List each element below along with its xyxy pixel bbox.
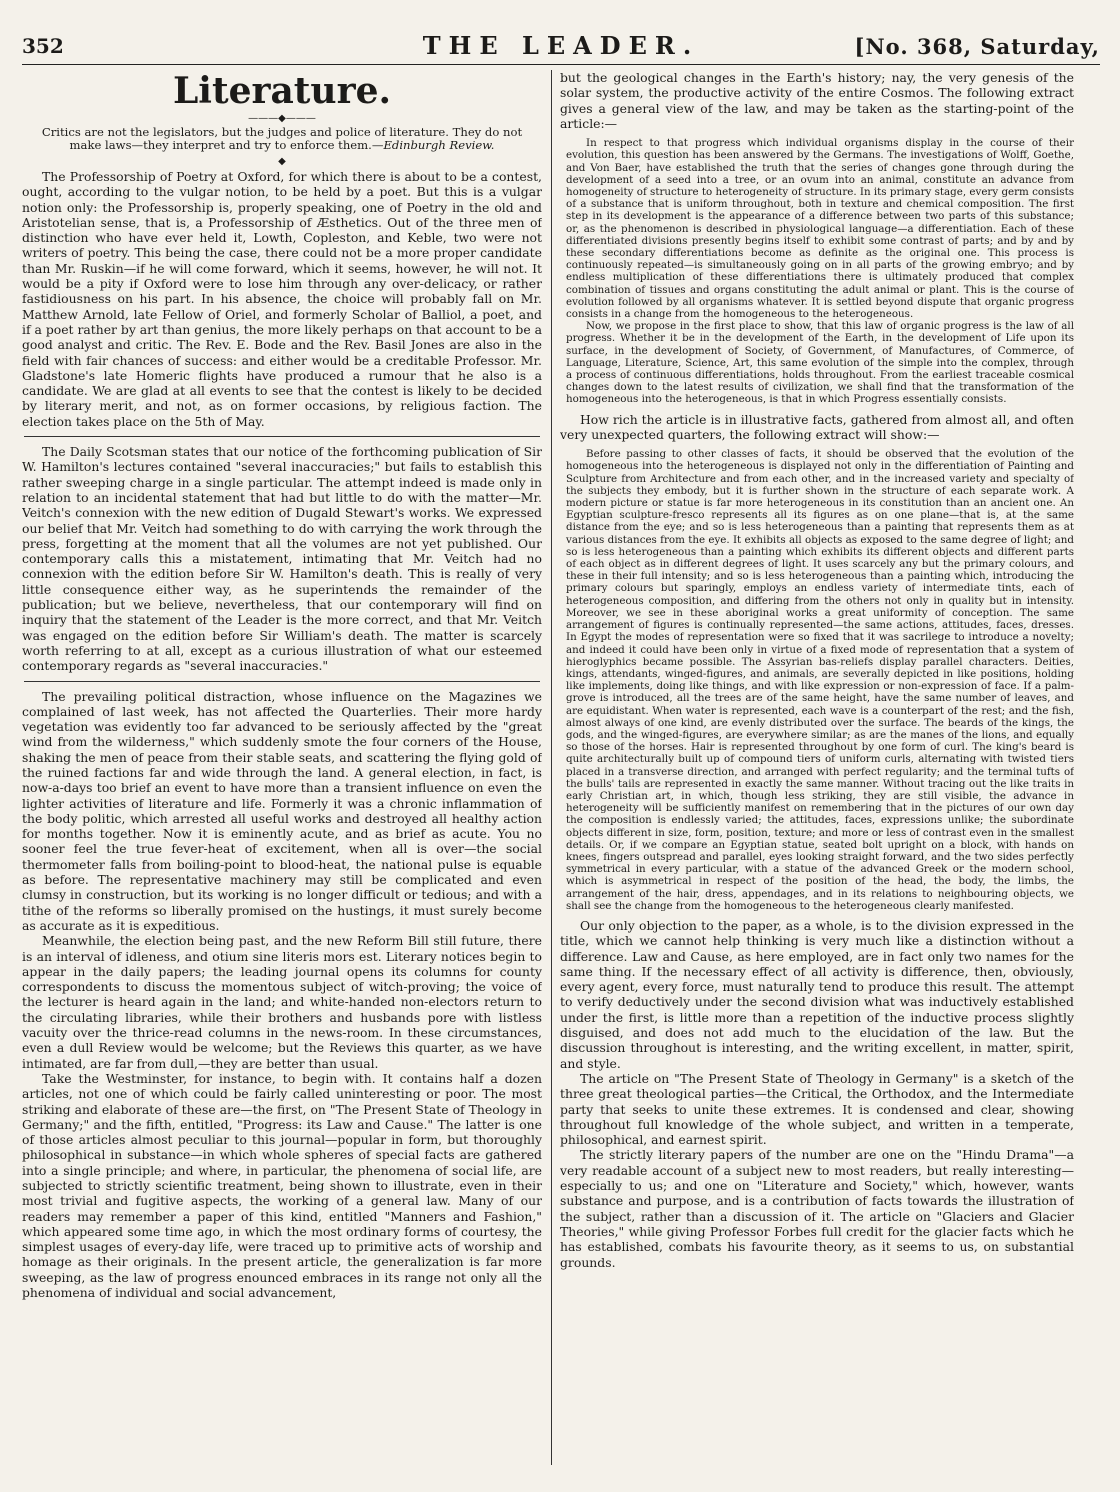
paragraph-oxford-professorship: The Professorship of Poetry at Oxford, for which there is about to be a contest, ought, according to the vulgar notion, to be held by a poet. But this is a vulgar notion only: the Professorship is, properly speaking, one of Poetry in the old and Aristotelian sense, that is, a Professorship of Æsthetics. Out of the three men of distinction who have ever held it, Lowth, Copleston, and Keble, two were not writers of poetry. This being the case, there could not be a more proper candidate than Mr. Ruskin—if he will come forward, which it seems, however, he will not. It would be a pity if Oxford were to lose him through any over-delicacy, or rather fastidiousness on his part. In his absence, the choice will probably fall on Mr. Matthew Arnold, late Fellow of Oriel, and formerly Scholar of Balliol, a poet, and if a poet rather by art than genius, the more likely perhaps on that account to be a good analyst and critic. The Rev. E. Bode and the Rev. Basil Jones are also in the field with fair chances of success: and either would be a creditable Professor. Mr. Gladstone's late Homeric flights have produced a rumour that he also is a candidate. We are glad at all events to see that the contest is likely to be decided by literary merit, and not, as on former occasions, by religious faction. The election takes place on the 5th of May. [22,169,542,429]
paragraph-literary-papers: The strictly literary papers of the number are one on the "Hindu Drama"—a very readable account of a subject new to most readers, but really interesting—especially to us; and one on "Literature and Society," which, however, wants substance and purpose, and is a contribution of facts towards the illustration of the subject, rather than a discussion of it. The article on "Glaciers and Glacier Theories," while giving Professor Forbes full credit for the glacier facts which he has established, combats his favourite theory, as it seems to us, on substantial grounds. [560,1147,1074,1270]
page-number: 352 [22,34,64,58]
right-column [560,70,1074,1470]
ornament-divider: ———◆——— [248,113,316,124]
ornament-divider-2: ◆ [278,156,286,167]
epigraph [30,126,534,152]
column-separator [24,436,540,437]
paragraph-theology-germany: The article on "The Present State of Theology in Germany" is a sketch of the three great theological parties—the Critical, the Orthodox, and the Intermediate party that seeks to unite these extremes. It is condensed and clear, showing throughout full knowledge of the whole subject, and written in a temperate, philosophical, and earnest spirit. [560,1070,1074,1148]
epigraph-source: Edinburgh Review. [383,138,495,152]
paragraph-continuation: but the geological changes in the Earth's history; nay, the very genesis of the solar system, the productive activity of the entire Cosmos. The following extract gives a general view of the law, and may be taken as the starting-point of the article:— [560,70,1074,131]
left-column [22,70,542,1470]
extract-art-heterogeneity: Before passing to other classes of facts, it should be observed that the evolution of the homogeneous into the heterogeneous is displayed not only in the differentiation of Painting and Sculpture from Architecture and from each other, and in the increased variety and specialty of the subjects they embody, but it is further shown in the structure of each separate work. A modern picture or statue is far more heterogeneous in its constitution than an ancient one. An Egyptian sculpture-fresco represents all its figures as on one plane—that is, at the same distance from the eye; and so is less heterogeneous than a painting that represents them as at various distances from the eye. It exhibits all objects as exposed to the same degree of light; and so is less heterogeneous than a painting which exhibits its different objects and different parts of each object as in different degrees of light. It uses scarcely any but the primary colours, and these in their full intensity; and so is less heterogeneous than a painting which, introducing the primary colours but sparingly, employs an endless variety of intermediate tints, each of heterogeneous composition, and differing from the others not only in quality but in intensity. Moreover, we see in these aboriginal works a great uniformity of conception. The same arrangement of figures is continually represented—the same actions, attitudes, faces, dresses. In Egypt the modes of representation were so fixed that it was sacrilege to introduce a novelty; and indeed it could have been only in virtue of a fixed mode of representation that a system of hieroglyphics became possible. The Assyrian bas-reliefs display parallel characters. Deities, kings, attendants, winged-figures, and animals, are severally depicted in like positions, holding like implements, doing like things, and with like expression or non-expression of face. If a palm-grove is introduced, all the trees are of the same height, have the same number of leaves, and are equidistant. When water is represented, each wave is a counterpart of the rest; and the fish, almost always of one kind, are evenly distributed over the surface. The beards of the kings, the gods, and the winged-figures, are everywhere similar; as are the manes of the lions, and equally so those of the horses. Hair is represented throughout by one form of curl. The king's beard is quite architecturally built up of compound tiers of uniform curls, alternating with twisted tiers placed in a transverse direction, and arranged with perfect regularity; and the terminal tufts of the bulls' tails are represented in exactly the same manner. Without tracing out the like traits in early Christian art, in which, though less striking, they are still visible, the advance in heterogeneity will be sufficiently manifest on remembering that in the pictures of our own day the composition is endlessly varied; the attitudes, faces, expressions unlike; the subordinate objects different in size, form, position, texture; and more or less of contrast even in the smallest details. Or, if we compare an Egyptian statue, seated bolt upright on a block, with hands on knees, fingers outspread and parallel, eyes looking straight forward, and the two sides perfectly symmetrical in every particular, with a statue of the advanced Greek or the modern school, which is asymmetrical in respect of the position of the head, the body, the limbs, the arrangement of the hair, dress, appendages, and in its relations to neighbouring objects, we shall see the change from the homogeneous to the heterogeneous clearly manifested. [566,448,1074,912]
paragraph-daily-scotsman: The Daily Scotsman states that our notice of the forthcoming publication of Sir W. Hamilton's lectures contained "several inaccuracies;" but fails to establish this rather sweeping charge in a single particular. The attempt indeed is made only in relation to an incidental statement that had but little to do with the matter—Mr. Veitch's connexion with the new edition of Dugald Stewart's works. We expressed our belief that Mr. Veitch had something to do with carrying the work through the press, forgetting at the moment that all the volumes are not yet published. Our contemporary calls this a mistatement, intimating that Mr. Veitch had no connexion with the edition before Sir W. Hamilton's death. This is really of very little consequence either way, as he superintends the remainder of the publication; but we believe, nevertheless, that our contemporary will find on inquiry that the statement of the Leader is the more correct, and that Mr. Veitch was engaged on the edition before Sir William's death. The matter is scarcely worth referring to at all, except as a curious illustration of what our esteemed contemporary regards as "several inaccuracies." [22,444,542,674]
epigraph-text: Critics are not the legislators, but the judges and police of literature. They do not make laws—they interpret and try to enforce them.— [41,125,523,152]
paragraph-westminster: Take the Westminster, for instance, to begin with. It contains half a dozen articles, not one of which could be fairly called uninteresting or poor. The most striking and elaborate of these are—the first, on "The Present State of Theology in Germany;" and the fifth, entitled, "Progress: its Law and Cause." The latter is one of those articles almost peculiar to this journal—popular in form, but thoroughly philosophical in substance—in which whole spheres of special facts are gathered into a single principle; and where, in particular, the phenomena of social life, are subjected to strictly scientific treatment, being shown to illustrate, even in their most trivial and fugitive aspects, the working of a general law. Many of our readers may remember a paper of this kind, entitled "Manners and Fashion," which appeared some time ago, in which the most ordinary forms of courtesy, the simplest usages of every-day life, were traced up to primitive acts of worship and homage as their originals. In the present article, the generalization is far more sweeping, as the law of progress enounced embraces in its range not only all the phenomena of individual and social advancement, [22,1070,542,1301]
extract-law-of-progress: Now, we propose in the first place to show, that this law of organic progress is the law of all progress. Whether it be in the development of the Earth, in the development of Life upon its surface, in the development of Society, of Government, of Manufactures, of Commerce, of Language, Literature, Science, Art, this same evolution of the simple into the complex, through a process of continuous differentiations, holds throughout. From the earliest traceable cosmical changes down to the latest results of civilization, we shall find that the transformation of the homogeneous into the heterogeneous, is that in which Progress essentially consists. [566,320,1074,406]
issue-label: [No. 368, Saturday, [854,34,1100,59]
column-rule [551,70,552,1465]
masthead: THE LEADER. [422,31,700,60]
paragraph-meanwhile: Meanwhile, the election being past, and the new Reform Bill still future, there is an interval of idleness, and otium sine literis mors est. Literary notices begin to appear in the daily papers; the leading journal opens its columns for county correspondents to discuss the momentous subject of witch-proving; the voice of the lecturer is heard again in the land; and white-handed non-electors return to the circulating libraries, while their brothers and husbands pore with listless vacuity over the thrice-read columns in the news-room. In these circumstances, even a dull Review would be welcome; but the Reviews this quarter, as we have intimated, are far from dull,—they are better than usual. [22,933,542,1071]
paragraph-objection: Our only objection to the paper, as a whole, is to the division expressed in the title, which we cannot help thinking is very much like a distinction without a difference. Law and Cause, as here employed, are in fact only two names for the same thing. If the necessary effect of all activity is difference, then, obviously, every agent, every force, must naturally tend to produce this result. The attempt to verify deductively under the second division what was inductively established under the first, is little more than a repetition of the inductive process slightly disguised, and does not add much to the elucidation of the law. But the discussion throughout is interesting, and the writing excellent, in matter, spirit, and style. [560,917,1074,1071]
paragraph-illustrative-facts: How rich the article is in illustrative facts, gathered from almost all, and often very unexpected quarters, the following extract will show:— [560,411,1074,442]
extract-organic-progress: In respect to that progress which individual organisms display in the course of their evolution, this question has been answered by the Germans. The investigations of Wolff, Goethe, and Von Baer, have established the truth that the series of changes gone through during the development of a seed into a tree, or an ovum into an animal, constitute an advance from homogeneity of structure to heterogeneity of structure. In its primary stage, every germ consists of a substance that is uniform throughout, both in texture and chemical composition. The first step in its development is the appearance of a difference between two parts of this substance; or, as the phenomenon is described in physiological language—a differentiation. Each of these differentiated divisions presently begins itself to exhibit some contrast of parts; and by and by these secondary differentiations become as definite as the original one. This process is continuously repeated—is simultaneously going on in all parts of the growing embryo; and by endless multiplication of these differentiations there is ultimately produced that complex combination of tissues and organs constituting the adult animal or plant. This is the course of evolution followed by all organisms whatever. It is settled beyond dispute that organic progress consists in a change from the homogeneous to the heterogeneous. [566,137,1074,321]
paragraph-political-distraction: The prevailing political distraction, whose influence on the Magazines we complained of last week, has not affected the Quarterlies. Their more hardy vegetation was evidently too far advanced to be seriously affected by the "great wind from the wilderness," which suddenly smote the four corners of the House, shaking the men of peace from their stable seats, and scattering the flying gold of the ruined factions far and wide through the land. A general election, in fact, is now-a-days too brief an event to have more than a transient influence on even the lighter activities of literature and life. Formerly it was a chronic inflammation of the body politic, which arrested all useful works and destroyed all healthy action for months together. Now it is eminently acute, and as brief as acute. You no sooner feel the true fever-heat of excitement, when all is over—the social thermometer falls from boiling-point to blood-heat, the national pulse is equable as before. The representative machinery may still be complicated and even clumsy in construction, but its working is no longer difficult or tedious; and with a tithe of the reforms so liberally promised on the hustings, it must surely become as accurate as it is expeditious. [22,688,542,933]
section-title: Literature. [172,70,392,112]
page-header [22,31,1100,65]
column-separator [24,681,540,682]
